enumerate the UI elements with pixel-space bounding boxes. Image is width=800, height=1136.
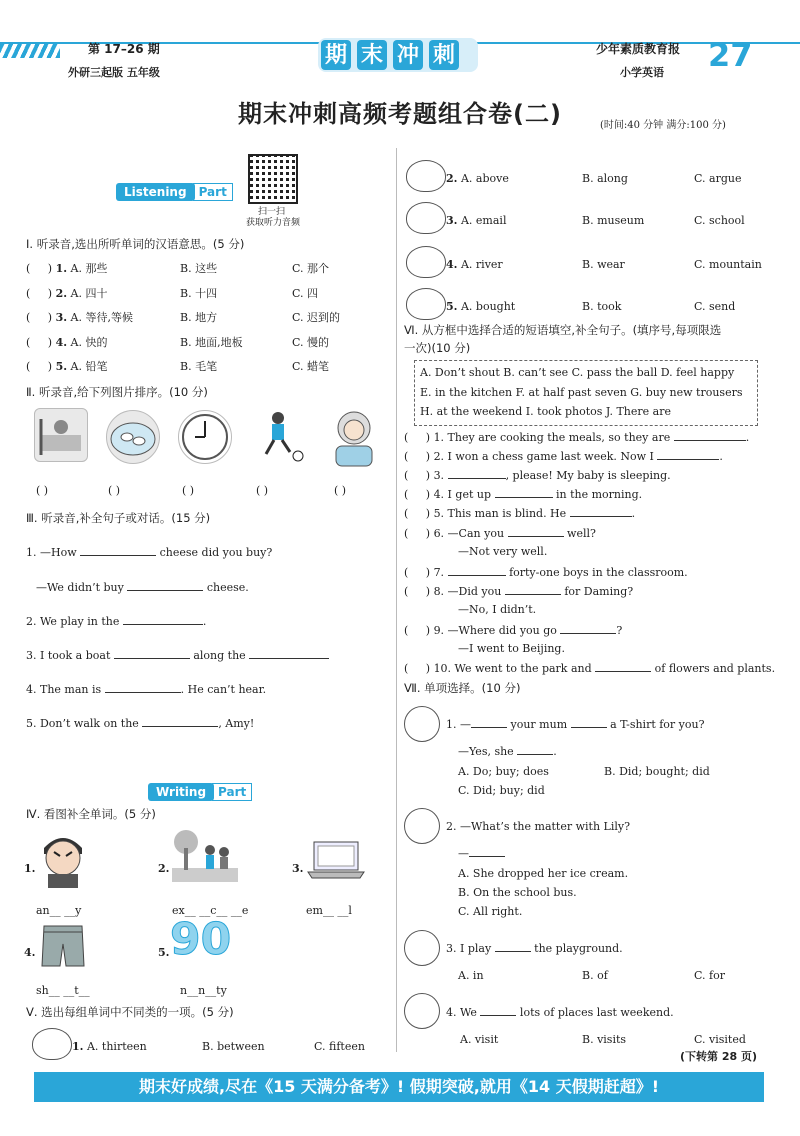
section-6-heading-2: 一次)(10 分): [404, 341, 471, 355]
answer-blank[interactable]: [508, 526, 564, 537]
exam-banner: 期 末 冲 刺: [318, 38, 478, 72]
s1-option-c: C. 蜡笔: [292, 360, 330, 373]
s7-q2-option-a: A. She dropped her ice cream.: [458, 867, 629, 880]
s1-option-b: B. 地方: [180, 311, 218, 324]
s5-option-b: B. between: [202, 1040, 265, 1053]
s6-q8-answer: —No, I didn’t.: [458, 603, 537, 616]
cat-icon: [406, 288, 446, 320]
answer-blank[interactable]: [469, 846, 505, 857]
page-title: 期末冲刺高频考题组合卷(二): [238, 100, 562, 128]
picture-clock: [178, 410, 232, 464]
s1-item: ( ) 2. A. 四十: [26, 286, 108, 300]
answer-blank[interactable]: [571, 717, 607, 728]
section-2-heading: Ⅱ. 听录音,给下列图片排序。(10 分): [26, 385, 208, 399]
s6-q3: ( ) 3. , please! My baby is sleeping.: [404, 469, 671, 482]
s1-option-c: C. 慢的: [292, 335, 330, 349]
s6-q1: ( ) 1. They are cooking the meals, so they are .: [404, 431, 750, 444]
answer-blank[interactable]: [448, 468, 506, 479]
answer-blank[interactable]: [114, 648, 190, 659]
s7-q1: 1. — your mum a T-shirt for you?: [446, 718, 705, 731]
s4-num-2: 2.: [158, 862, 170, 875]
answer-blank[interactable]: [249, 648, 329, 659]
newspaper-name: 少年素质教育报: [596, 42, 681, 56]
picture-boy-football: [254, 410, 306, 462]
s1-option-b: B. 地面,地板: [180, 335, 243, 349]
order-bracket[interactable]: ( ): [182, 484, 195, 497]
s6-q4: ( ) 4. I get up in the morning.: [404, 488, 643, 501]
answer-blank[interactable]: [105, 682, 181, 693]
s7-q3-option-c: C. for: [694, 969, 725, 982]
s5-item: 1. A. thirteen: [72, 1040, 147, 1053]
order-bracket[interactable]: ( ): [334, 484, 347, 497]
apple-icon: [404, 993, 440, 1029]
s7-q2: 2. —What’s the matter with Lily?: [446, 820, 630, 833]
cat-icon: [406, 246, 446, 278]
picture-shorts: [38, 922, 88, 972]
answer-blank[interactable]: [674, 430, 746, 441]
answer-blank[interactable]: [127, 580, 203, 591]
answer-blank[interactable]: [471, 717, 507, 728]
cat-icon: [406, 160, 446, 192]
s3-q4: 4. The man is . He can’t hear.: [26, 683, 267, 696]
s1-option-c: C. 四: [292, 286, 319, 300]
s4-num-3: 3.: [292, 862, 304, 875]
s5-item: 3. A. email: [446, 214, 507, 227]
listening-tag: Listening Part: [116, 183, 233, 201]
qr-caption-1: 扫一扫: [258, 207, 286, 217]
order-bracket[interactable]: ( ): [108, 484, 121, 497]
section-7-heading: Ⅶ. 单项选择。(10 分): [404, 681, 521, 695]
word-angry: an__ __y: [36, 904, 82, 917]
column-divider: [396, 148, 397, 1052]
s5-item: 5. A. bought: [446, 300, 516, 313]
s5-option-c: C. send: [694, 300, 736, 313]
answer-blank[interactable]: [505, 584, 561, 595]
s6-q8: ( ) 8. —Did you for Daming?: [404, 585, 634, 598]
section-4-heading: Ⅳ. 看图补全单词。(5 分): [26, 807, 156, 821]
s3-q5: 5. Don’t walk on the , Amy!: [26, 717, 255, 730]
answer-blank[interactable]: [123, 614, 203, 625]
s7-q3-option-a: A. in: [458, 969, 484, 982]
s7-q4: 4. We lots of places last weekend.: [446, 1006, 674, 1019]
writing-tag: Writing Part: [148, 783, 252, 801]
answer-blank[interactable]: [560, 623, 616, 634]
s7-q2-option-c: C. All right.: [458, 905, 523, 918]
s1-option-c: C. 那个: [292, 262, 330, 275]
cat-icon: [32, 1028, 72, 1060]
page-number: 27: [708, 36, 753, 74]
picture-boy-in-bed: [34, 408, 88, 462]
answer-blank[interactable]: [495, 941, 531, 952]
picture-exercise: [170, 828, 240, 884]
phrase-options-row-3: H. at the weekend I. took photos J. There are: [420, 405, 671, 418]
answer-blank[interactable]: [570, 506, 632, 517]
s3-q1-line1: 1. —How cheese did you buy?: [26, 546, 273, 559]
s6-q9: ( ) 9. —Where did you go ?: [404, 624, 623, 637]
time-score-note: (时间:40 分钟 满分:100 分): [600, 120, 726, 131]
s5-option-c: C. argue: [694, 172, 742, 185]
s3-q3: 3. I took a boat along the: [26, 648, 329, 662]
s1-option-c: C. 迟到的: [292, 311, 341, 324]
s4-num-5: 5.: [158, 946, 170, 959]
s7-q1-option-c: C. Did; buy; did: [458, 784, 545, 797]
phrase-options-row-1: A. Don’t shout B. can’t see C. pass the ball D. feel happy: [420, 366, 735, 379]
picture-dumplings: [106, 410, 160, 464]
s6-q2: ( ) 2. I won a chess game last week. Now I .: [404, 450, 723, 463]
s5-item: 4. A. river: [446, 258, 503, 271]
answer-blank[interactable]: [80, 545, 156, 556]
answer-blank[interactable]: [480, 1005, 516, 1016]
word-email: em__ __l: [306, 904, 352, 917]
s1-item: ( ) 1. A. 那些: [26, 262, 108, 275]
s5-option-b: B. took: [582, 300, 622, 313]
s7-q2-option-b: B. On the school bus.: [458, 886, 577, 899]
section-5-heading: Ⅴ. 选出每组单词中不同类的一项。(5 分): [26, 1005, 234, 1019]
s1-item: ( ) 5. A. 铅笔: [26, 360, 108, 373]
section-3-heading: Ⅲ. 听录音,补全句子或对话。(15 分): [26, 511, 211, 525]
s7-q4-option-c: C. visited: [694, 1033, 746, 1046]
s4-num-4: 4.: [24, 946, 36, 959]
answer-blank[interactable]: [448, 565, 506, 576]
word-exercise: ex__ __c__ __e: [172, 904, 249, 917]
s7-q1-option-a: A. Do; buy; does: [458, 765, 549, 778]
s1-option-b: B. 毛笔: [180, 360, 218, 373]
order-bracket[interactable]: ( ): [256, 484, 269, 497]
s3-q2: 2. We play in the .: [26, 615, 207, 628]
s1-option-b: B. 十四: [180, 286, 218, 300]
s7-q3: 3. I play the playground.: [446, 942, 623, 955]
s5-option-b: B. museum: [582, 214, 645, 227]
subject-label: 小学英语: [620, 66, 664, 79]
s5-item: 2. A. above: [446, 172, 509, 185]
s6-q6: ( ) 6. —Can you well?: [404, 527, 596, 540]
s6-q7: ( ) 7. forty-one boys in the classroom.: [404, 566, 688, 579]
s7-q2-reply: —: [458, 846, 505, 860]
answer-blank[interactable]: [517, 744, 553, 755]
picture-number-ninety: 90: [170, 914, 232, 965]
s7-q4-option-b: B. visits: [582, 1033, 627, 1046]
s6-q10: ( ) 10. We went to the park and of flowers and plants.: [404, 662, 776, 675]
answer-blank[interactable]: [595, 661, 651, 672]
qr-caption-2: 获取听力音频: [246, 218, 301, 228]
apple-icon: [404, 930, 440, 966]
s5-option-b: B. along: [582, 172, 628, 185]
s7-q1-reply: —Yes, she .: [458, 745, 557, 758]
section-6-heading-1: Ⅵ. 从方框中选择合适的短语填空,补全句子。(填序号,每项限选: [404, 323, 722, 337]
s3-q1-line2: —We didn’t buy cheese.: [36, 581, 249, 594]
s6-q5: ( ) 5. This man is blind. He .: [404, 507, 636, 520]
s6-q6-answer: —Not very well.: [458, 545, 548, 558]
section-1-heading: Ⅰ. 听录音,选出所听单词的汉语意思。(5 分): [26, 237, 245, 251]
s1-item: ( ) 4. A. 快的: [26, 335, 108, 349]
answer-blank[interactable]: [495, 487, 553, 498]
s5-option-c: C. fifteen: [314, 1040, 365, 1053]
answer-blank[interactable]: [657, 449, 719, 460]
s7-q4-option-a: A. visit: [460, 1033, 499, 1046]
apple-icon: [404, 706, 440, 742]
order-bracket[interactable]: ( ): [36, 484, 49, 497]
picture-laptop: [306, 840, 366, 880]
s7-q1-option-b: B. Did; bought; did: [604, 765, 710, 778]
s1-option-b: B. 这些: [180, 262, 218, 275]
edition-label: 外研三起版 五年级: [68, 66, 160, 79]
picture-angry-boy: [36, 828, 90, 888]
s5-option-c: C. mountain: [694, 258, 762, 271]
s4-num-1: 1.: [24, 862, 36, 875]
s5-option-c: C. school: [694, 214, 745, 227]
s1-item: ( ) 3. A. 等待,等候: [26, 311, 133, 324]
continue-note: (下转第 28 页): [680, 1050, 758, 1063]
issue-label: 第 17–26 期: [88, 42, 160, 56]
word-ninety: n__n__ty: [180, 984, 227, 997]
s7-q3-option-b: B. of: [582, 969, 608, 982]
s5-option-b: B. wear: [582, 258, 625, 271]
word-shorts: sh__ __t__: [36, 984, 90, 997]
footer-advert: 期末好成绩,尽在《15 天满分备考》! 假期突破,就用《14 天假期赶超》!: [34, 1072, 764, 1102]
qr-code-icon: [248, 154, 298, 204]
picture-grandma: [328, 408, 380, 460]
apple-icon: [404, 808, 440, 844]
phrase-options-row-2: E. in the kitchen F. at half past seven G. buy new trousers: [420, 386, 743, 399]
answer-blank[interactable]: [142, 716, 218, 727]
s6-q9-answer: —I went to Beijing.: [458, 642, 565, 655]
cat-icon: [406, 202, 446, 234]
